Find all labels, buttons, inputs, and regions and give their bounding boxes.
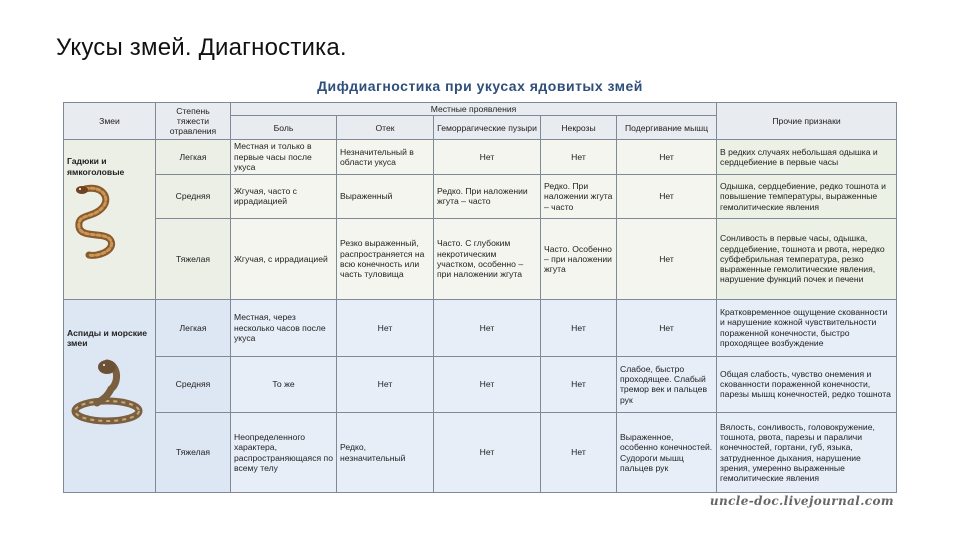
pain-cell: Неопределенного характера, распространяющаяся по всему телу	[231, 413, 337, 493]
severity-cell: Легкая	[156, 299, 231, 356]
table-row	[64, 413, 897, 493]
necrosis-cell: Нет	[541, 413, 617, 493]
necrosis-cell: Редко. При наложении жгута – часто	[541, 174, 617, 218]
twitching-cell: Нет	[617, 299, 717, 356]
edema-cell: Незначительный в области укуса	[337, 140, 434, 174]
edema-cell: Нет	[337, 356, 434, 413]
pain-cell: Жгучая, с иррадиацией	[231, 219, 337, 300]
differential-diagnosis-table	[63, 102, 897, 493]
table-row	[64, 140, 897, 174]
necrosis-cell: Нет	[541, 140, 617, 174]
header-local-manifestations: Местные проявления	[231, 103, 717, 116]
twitching-cell: Нет	[617, 174, 717, 218]
table-row	[64, 219, 897, 300]
pain-cell: Местная и только в первые часы после укуса	[231, 140, 337, 174]
necrosis-cell: Нет	[541, 356, 617, 413]
source-watermark: uncle-doc.livejournal.com	[709, 494, 894, 508]
necrosis-cell: Часто. Особенно – при наложении жгута	[541, 219, 617, 300]
blisters-cell: Нет	[434, 413, 541, 493]
other-signs-cell: Общая слабость, чувство онемения и скованности пораженной конечности, парезы мышц конечностей, редко тошнота	[717, 356, 897, 413]
severity-cell: Тяжелая	[156, 219, 231, 300]
header-twitching: Подергивание мышц	[617, 116, 717, 140]
twitching-cell: Слабое, быстро проходящее. Слабый тремор век и пальцев рук	[617, 356, 717, 413]
other-signs-cell: Сонливость в первые часы, одышка, сердцебиение, тошнота и рвота, нередко субфебрильная температура, резко выраженные гемолитические явления, нарушение функций почек и печени	[717, 219, 897, 300]
snake-group-name: Аспиды и морские змеи	[67, 327, 148, 349]
table-row	[64, 299, 897, 356]
edema-cell: Выраженный	[337, 174, 434, 218]
table-row	[64, 356, 897, 413]
other-signs-cell: Вялость, сонливость, головокружение, тошнота, рвота, парезы и параличи конечностей, гортани, губ, языка, затрудненное дыхания, нарушение зрения, умеренно выраженные гемолитические явления	[717, 413, 897, 493]
necrosis-cell: Нет	[541, 299, 617, 356]
pain-cell: Местная, через несколько часов после укуса	[231, 299, 337, 356]
twitching-cell: Нет	[617, 140, 717, 174]
snake-group-name: Гадюки и ямкоголовые	[67, 156, 125, 177]
severity-cell: Тяжелая	[156, 413, 231, 493]
twitching-cell: Нет	[617, 219, 717, 300]
cobra-icon	[67, 355, 147, 425]
snake-group-vipers	[64, 140, 156, 300]
other-signs-cell: Кратковременное ощущение скованности и нарушение кожной чувствительности пораженной конечности, быстро проходящее возбуждение	[717, 299, 897, 356]
edema-cell: Резко выраженный, распространяется на всю конечность или часть туловища	[337, 219, 434, 300]
blisters-cell: Редко. При наложении жгута – часто	[434, 174, 541, 218]
table-row	[64, 174, 897, 218]
twitching-cell: Выраженное, особенно конечностей. Судороги мышц пальцев рук	[617, 413, 717, 493]
severity-cell: Легкая	[156, 140, 231, 174]
header-snakes: Змеи	[64, 103, 156, 140]
blisters-cell: Часто. С глубоким некротическим участком, особенно – при наложении жгута	[434, 219, 541, 300]
other-signs-cell: В редких случаях небольшая одышка и сердцебиение в первые часы	[717, 140, 897, 174]
severity-cell: Средняя	[156, 174, 231, 218]
header-other-signs: Прочие признаки	[717, 103, 897, 140]
viper-icon	[67, 183, 129, 263]
header-necrosis: Некрозы	[541, 116, 617, 140]
edema-cell: Редко, незначительный	[337, 413, 434, 493]
header-pain: Боль	[231, 116, 337, 140]
other-signs-cell: Одышка, сердцебиение, редко тошнота и повышение температуры, выраженные гемолитические явления	[717, 174, 897, 218]
header-edema: Отек	[337, 116, 434, 140]
pain-cell: То же	[231, 356, 337, 413]
header-severity: Степень тяжести отравления	[156, 103, 231, 140]
edema-cell: Нет	[337, 299, 434, 356]
table-title: Дифдиагностика при укусах ядовитых змей	[317, 78, 643, 94]
blisters-cell: Нет	[434, 140, 541, 174]
snake-group-elapids	[64, 299, 156, 492]
severity-cell: Средняя	[156, 356, 231, 413]
slide-title: Укусы змей. Диагностика.	[56, 34, 347, 61]
header-blisters: Геморрагические пузыри	[434, 116, 541, 140]
blisters-cell: Нет	[434, 299, 541, 356]
pain-cell: Жгучая, часто с иррадиацией	[231, 174, 337, 218]
blisters-cell: Нет	[434, 356, 541, 413]
